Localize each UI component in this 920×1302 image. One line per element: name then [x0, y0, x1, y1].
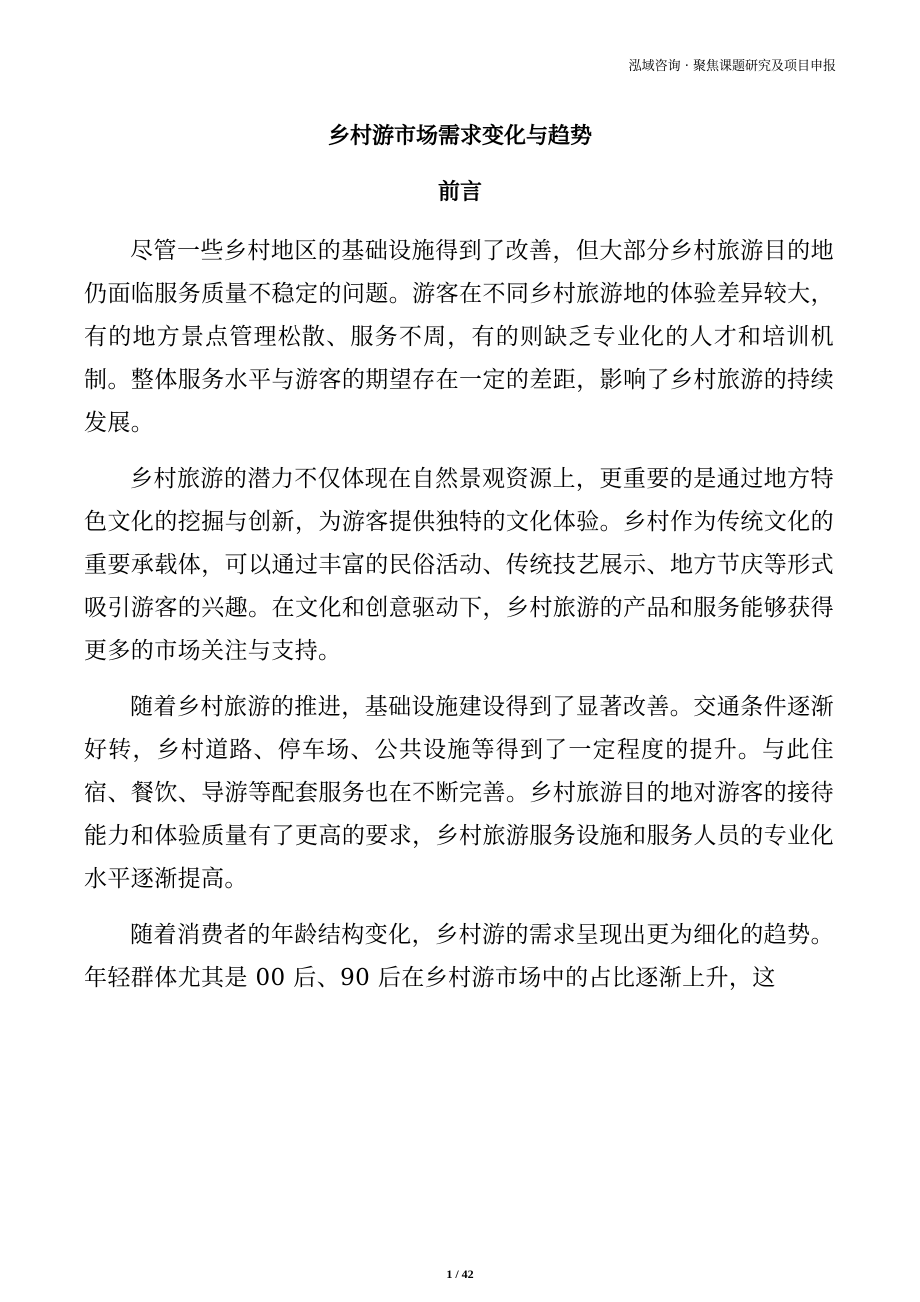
paragraph: 随着消费者的年龄结构变化，乡村游的需求呈现出更为细化的趋势。年轻群体尤其是 00 后、90 后在乡村游市场中的占比逐渐上升，这: [84, 922, 834, 991]
document-title: 乡村游市场需求变化与趋势: [327, 124, 592, 149]
page-number: 1 / 42: [446, 1267, 474, 1281]
paragraph: 尽管一些乡村地区的基础设施得到了改善，但大部分乡村旅游目的地仍面临服务质量不稳定的问题。游客在不同乡村旅游地的体验差异较大，有的地方景点管理松散、服务不周，有的则缺乏专业化的人才和培训机制。整体服务水平与游客的期望存在一定的差距，影响了乡村旅游的持续发展。: [84, 238, 834, 436]
header-note: 泓域咨询 · 聚焦课题研究及项目申报: [628, 59, 836, 74]
paragraph: 随着乡村旅游的推进，基础设施建设得到了显著改善。交通条件逐渐好转，乡村道路、停车场、公共设施等得到了一定程度的提升。与此住宿、餐饮、导游等配套服务也在不断完善。乡村旅游目的地对游客的接待能力和体验质量有了更高的要求，乡村旅游服务设施和服务人员的专业化水平逐渐提高。: [84, 694, 834, 892]
section-heading: 前言: [437, 180, 482, 205]
document-body: [84, 230, 834, 1013]
paragraph: 乡村旅游的潜力不仅体现在自然景观资源上，更重要的是通过地方特色文化的挖掘与创新，为游客提供独特的文化体验。乡村作为传统文化的重要承载体，可以通过丰富的民俗活动、传统技艺展示、地方节庆等形式吸引游客的兴趣。在文化和创意驱动下，乡村旅游的产品和服务能够获得更多的市场关注与支持。: [84, 466, 834, 664]
